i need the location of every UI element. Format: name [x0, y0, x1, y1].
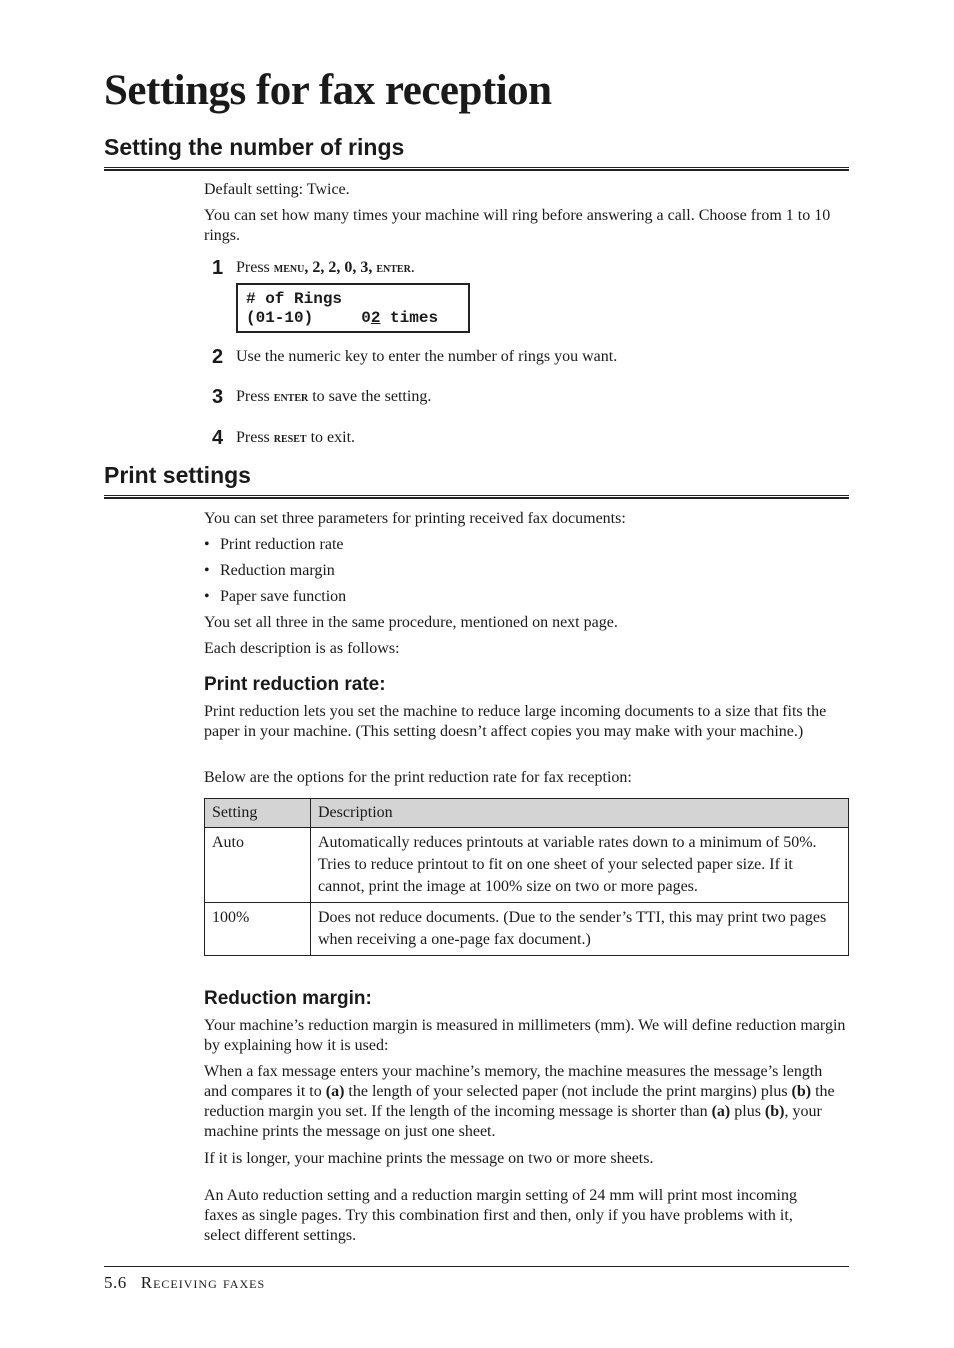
reduction-rate-table [204, 798, 849, 956]
page-title: Settings for fax reception [104, 67, 552, 114]
reset-key: reset [273, 431, 307, 446]
print-intro: You can set three parameters for printing received fax documents: [204, 510, 626, 527]
same-procedure-text: You set all three in the same procedure, mentioned on next page. [204, 614, 618, 631]
list-item: • Print reduction rate [204, 536, 344, 553]
step-1-number: 1 [212, 257, 224, 279]
step-4-number: 4 [212, 427, 224, 449]
enter-key: enter [376, 261, 411, 276]
menu-key: menu [273, 261, 305, 276]
list-item: • Paper save function [204, 588, 347, 605]
lcd-line-2: (01-10) 02 times [246, 309, 439, 327]
step-2-text: Use the numeric key to enter the number of rings you want. [236, 348, 618, 365]
reduction-rate-options-intro: Below are the options for the print reduction rate for fax reception: [204, 769, 632, 786]
step-3-number: 3 [212, 386, 224, 408]
column-header-setting: Setting [205, 799, 311, 828]
reduction-margin-para-3: If it is longer, your machine prints the message on two or more sheets. [204, 1150, 654, 1167]
print-settings-rule [104, 495, 849, 499]
step-3-text: Press enter to save the setting. [236, 388, 432, 405]
lcd-line-1: # of Rings [246, 290, 343, 308]
rings-heading-rule [104, 167, 849, 171]
footer-section-name: Receiving faxes [140, 1273, 266, 1292]
cell-description: Automatically reduces printouts at variable rates down to a minimum of 50%. Tries to reduce printout to fit on one sheet of your selected paper size. If it cannot, print the image at 100% size on two or more pages. [311, 828, 849, 903]
column-header-description: Description [311, 799, 849, 828]
print-settings-heading: Print settings [104, 462, 251, 488]
lcd-cursor-digit: 2 [370, 309, 381, 327]
reduction-margin-para-1: Your machine’s reduction margin is measured in millimeters (mm). We will define reduction margin by explaining how it is used: [204, 1017, 846, 1054]
enter-key: enter [273, 390, 309, 405]
table-header-row [205, 799, 849, 828]
step-2-number: 2 [212, 346, 224, 368]
footer-rule [104, 1266, 849, 1267]
lcd-display [236, 283, 470, 333]
rings-default-text: Default setting: Twice. [204, 181, 350, 198]
page-number: 5.6 [104, 1273, 127, 1292]
each-description-text: Each description is as follows: [204, 640, 400, 657]
reduction-margin-para-4: An Auto reduction setting and a reduction margin setting of 24 mm will print most incoming faxes as single pages. Try this combination first and then, only if you have problems with it, select different settings. [204, 1187, 797, 1244]
page-footer [104, 1273, 265, 1293]
step-4-text: Press reset to exit. [236, 429, 356, 446]
table-row [205, 903, 849, 956]
rings-intro: You can set how many times your machine will ring before answering a call. Choose from 1 to 10 rings. [204, 207, 831, 244]
step-1-text: Press menu, 2, 2, 0, 3, enter. [236, 259, 415, 276]
rings-heading: Setting the number of rings [104, 134, 405, 160]
list-item: • Reduction margin [204, 562, 335, 579]
reduction-margin-heading: Reduction margin: [204, 988, 372, 1009]
reduction-rate-para: Print reduction lets you set the machine to reduce large incoming documents to a size that fits the paper in your machine. (This setting doesn’t affect copies you may make with your machine.) [204, 703, 827, 740]
print-reduction-rate-heading: Print reduction rate: [204, 674, 386, 695]
cell-setting: 100% [205, 903, 311, 956]
table-row [205, 828, 849, 903]
cell-setting: Auto [205, 828, 311, 903]
cell-description: Does not reduce documents. (Due to the sender’s TTI, this may print two pages when receiving a one-page fax document.) [311, 903, 849, 956]
reduction-margin-para-2: When a fax message enters your machine’s memory, the machine measures the message’s length and compares it to (a) the length of your selected paper (not include the print margins) plus (b) the reduction margin you set. If the length of the incoming message is shorter than (a) plus (b), your machine prints the message on just one sheet. [204, 1063, 835, 1140]
